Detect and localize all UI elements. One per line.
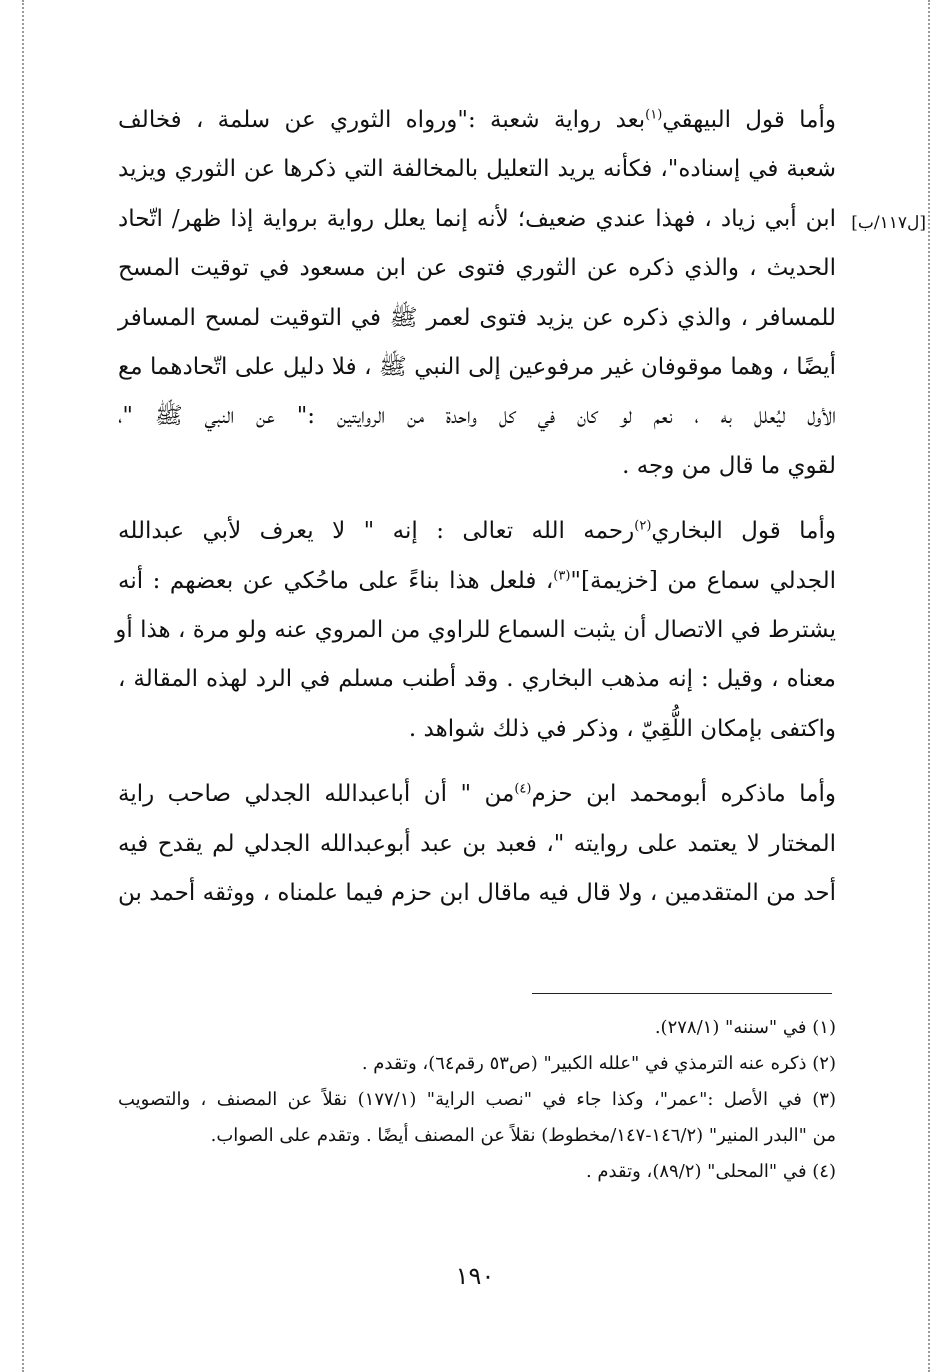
footnote-ref-1: (١) [645, 107, 663, 123]
text-line: وأما ماذكره أبومحمد ابن حزم$^{(٤)}$من " أن أباعبدالله الجدلي صاحب راية [118, 781, 836, 808]
text-line: وأما قول البخاري$^{(٢)}$رحمه الله تعالى : إنه " لا يعرف لأبي عبدالله [118, 518, 836, 545]
scan-edge-left [22, 0, 24, 1372]
text-line: يشترط في الاتصال أن يثبت السماع للراوي من المروي عنه ولو مرة ، هذا أو [115, 617, 836, 644]
footnote-ref-2: (٢) [634, 518, 652, 534]
text-line: الأول ليُعلل به ، نعم لو كان في كل واحدة من الروايتين :" عن النبي ﷺ "، [118, 403, 836, 430]
footnote-1: (١) في "سننه" (٢٧٨/١). [654, 1017, 836, 1038]
text-line: أحد من المتقدمين ، ولا قال فيه ماقال ابن حزم فيما علمناه ، ووثقه أحمد بن [118, 880, 836, 907]
text-line: الجدلي سماع من [خزيمة]"$^{(٣)}$، فلعل هذا بناءً على ماحُكي عن بعضهم : أنه [118, 567, 836, 594]
manuscript-folio-marker: [ل١١٧/ب] [851, 213, 926, 233]
footnote-ref-4: (٤) [514, 781, 532, 797]
text-line: واكتفى بإمكان اللُّقِيّ ، وذكر في ذلك شواهد . [408, 715, 836, 742]
text-line: أيضًا ، وهما موقوفان غير مرفوعين إلى النبي ﷺ ، فلا دليل على اتّحادهما مع [118, 354, 836, 381]
footnote-ref-3: (٣) [553, 568, 571, 583]
footnote-2: (٢) ذكره عنه الترمذي في "علله الكبير" (ص٥٣ رقم٦٤)، وتقدم . [361, 1053, 836, 1074]
scan-edge-right [928, 0, 930, 1372]
page-number: ١٩٠ [455, 1262, 495, 1290]
text-line: معناه ، وقيل : إنه مذهب البخاري . وقد أطنب مسلم في الرد لهذه المقالة ، [118, 666, 836, 693]
footnote-3: (٣) في الأصل :"عمر"، وكذا جاء في "نصب الراية" (١٧٧/١) نقلاً عن المصنف ، والتصويب [118, 1089, 836, 1110]
text-line: لقوي ما قال من وجه . [622, 452, 836, 479]
footnotes [118, 1010, 836, 1190]
main-text [115, 96, 837, 919]
paragraph-3 [118, 770, 836, 918]
footnote-3-continued: من "البدر المنير" (١٤٦/٢-١٤٧/مخطوط) نقلاً عن المصنف أيضًا . وتقدم على الصواب. [210, 1125, 836, 1146]
paragraph-2 [115, 507, 836, 754]
text-line: ابن أبي زياد ، فهذا عندي ضعيف؛ لأنه إنما يعلل رواية برواية إذا ظهر/ اتّحاد [118, 205, 836, 232]
text-line: للمسافر ، والذي ذكره عن يزيد فتوى لعمر ﷺ في التوقيت لمسح المسافر [118, 304, 836, 331]
footnote-separator [532, 993, 832, 994]
text-line: وأما قول البيهقي$^{(١)}$بعد رواية شعبة :"ورواه الثوري عن سلمة ، فخالف [118, 107, 836, 133]
text-line: شعبة في إسناده"، فكأنه يريد التعليل بالمخالفة التي ذكرها عن الثوري ويزيد [118, 156, 837, 183]
paragraph-1 [118, 96, 836, 491]
text-line: الحديث ، والذي ذكره عن الثوري فتوى عن ابن مسعود في توقيت المسح [118, 255, 836, 282]
footnote-4: (٤) في "المحلى" (٨٩/٢)، وتقدم . [585, 1161, 836, 1182]
text-line: المختار لا يعتمد على روايته "، فعبد بن عبد أبوعبدالله الجدلي لم يقدح فيه [118, 830, 836, 857]
